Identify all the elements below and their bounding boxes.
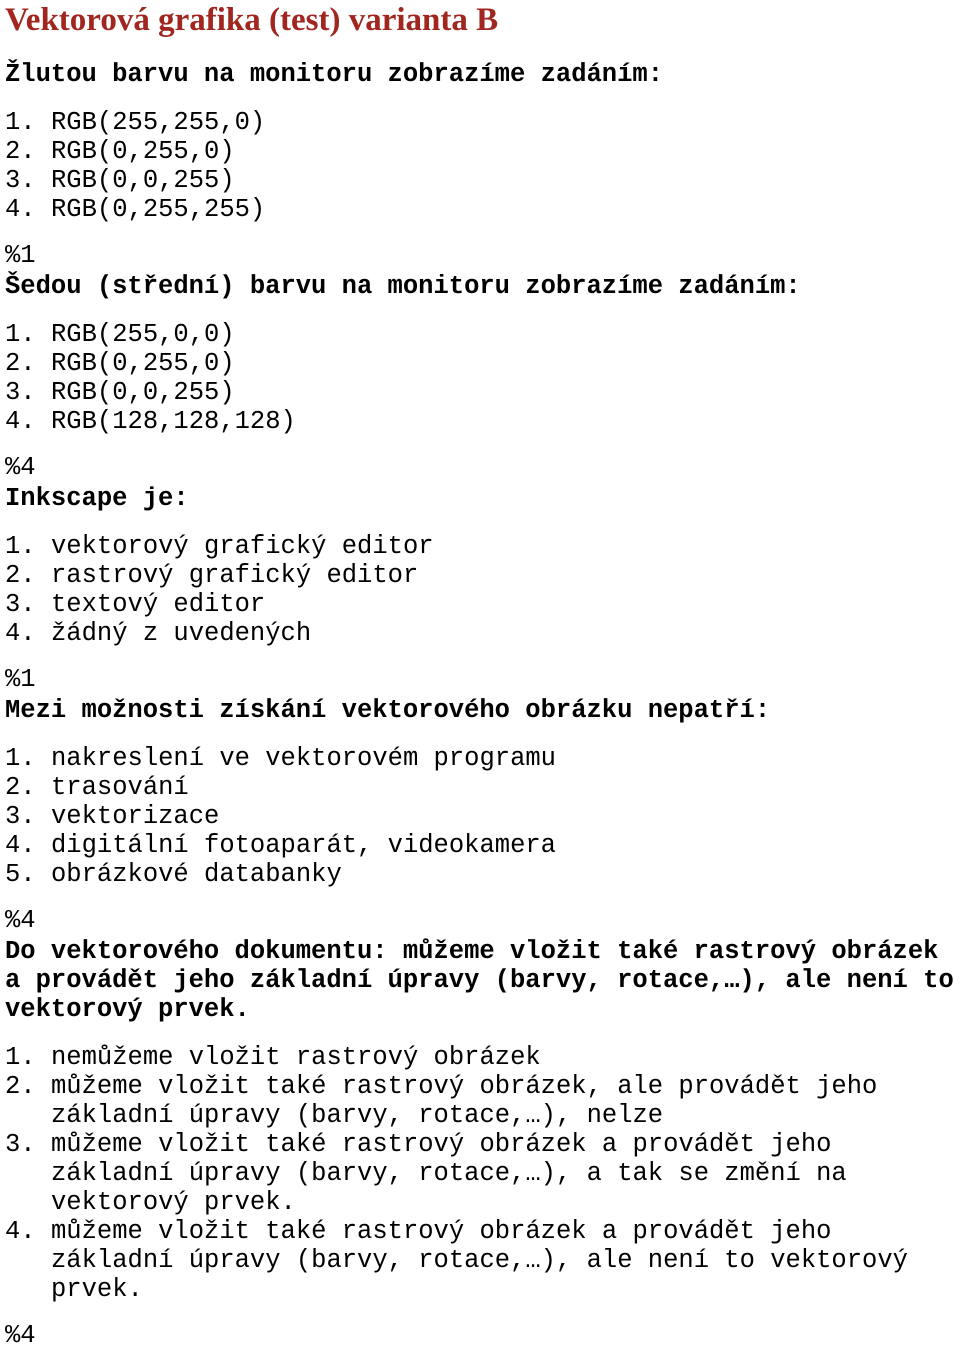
answer-item <box>5 831 955 860</box>
page-title: Vektorová grafika (test) varianta B <box>5 2 499 38</box>
answer-text: můžeme vložit také rastrový obrázek a provádět jeho základní úpravy (barvy, rotace,…), ale není to vektorový prvek. <box>51 1217 908 1304</box>
answer-list <box>5 320 955 436</box>
answer-number: 3. <box>5 802 36 831</box>
question-block <box>5 696 955 935</box>
answer-number: 1. <box>5 1043 36 1072</box>
answer-number: 4. <box>5 1217 36 1246</box>
question-block <box>5 272 955 482</box>
answer-list <box>5 532 955 648</box>
answer-list <box>5 744 955 889</box>
answer-text: RGB(255,0,0) <box>51 320 235 349</box>
answer-text: můžeme vložit také rastrový obrázek a provádět jeho základní úpravy (barvy, rotace,…), a tak se změní na vektorový prvek. <box>51 1130 847 1217</box>
answer-text: žádný z uvedených <box>51 619 312 648</box>
answer-item <box>5 1043 955 1072</box>
answer-text: nemůžeme vložit rastrový obrázek <box>51 1043 541 1072</box>
answer-text: RGB(128,128,128) <box>51 407 296 436</box>
document-page <box>5 0 955 1350</box>
question-text: Mezi možnosti získání vektorového obrázku nepatří: <box>5 696 771 725</box>
answer-item <box>5 349 955 378</box>
answer-number: 2. <box>5 137 36 166</box>
answer-item <box>5 1130 955 1217</box>
answer-text: vektorizace <box>51 802 220 831</box>
answer-item <box>5 195 955 224</box>
question-block <box>5 484 955 694</box>
answer-number: 3. <box>5 590 36 619</box>
answer-key: %4 <box>5 453 36 482</box>
answer-number: 3. <box>5 378 36 407</box>
question-text: Šedou (střední) barvu na monitoru zobrazíme zadáním: <box>5 272 801 301</box>
answer-text: můžeme vložit také rastrový obrázek, ale provádět jeho základní úpravy (barvy, rotace,…), nelze <box>51 1072 878 1130</box>
answer-text: RGB(0,0,255) <box>51 378 235 407</box>
answer-item <box>5 378 955 407</box>
answer-text: RGB(0,255,0) <box>51 137 235 166</box>
answer-item <box>5 108 955 137</box>
answer-key: %4 <box>5 906 36 935</box>
answer-text: textový editor <box>51 590 266 619</box>
answer-item <box>5 860 955 889</box>
answer-text: RGB(255,255,0) <box>51 108 266 137</box>
answer-item <box>5 619 955 648</box>
answer-item <box>5 532 955 561</box>
answer-item <box>5 561 955 590</box>
answer-number: 2. <box>5 773 36 802</box>
answer-item <box>5 802 955 831</box>
answer-text: RGB(0,0,255) <box>51 166 235 195</box>
answer-item <box>5 166 955 195</box>
answer-key: %4 <box>5 1321 36 1350</box>
answer-item <box>5 320 955 349</box>
answer-text: trasování <box>51 773 189 802</box>
question-block <box>5 937 955 1350</box>
answer-item <box>5 773 955 802</box>
answer-key: %1 <box>5 241 36 270</box>
answer-text: digitální fotoaparát, videokamera <box>51 831 556 860</box>
answer-number: 2. <box>5 349 36 378</box>
answer-item <box>5 1217 955 1304</box>
answer-item <box>5 590 955 619</box>
answer-text: RGB(0,255,0) <box>51 349 235 378</box>
answer-list <box>5 108 955 224</box>
answer-text: RGB(0,255,255) <box>51 195 266 224</box>
answer-number: 3. <box>5 166 36 195</box>
answer-number: 4. <box>5 407 36 436</box>
answer-number: 3. <box>5 1130 36 1159</box>
answer-item <box>5 407 955 436</box>
question-block <box>5 60 955 270</box>
answer-number: 1. <box>5 320 36 349</box>
answer-text: nakreslení ve vektorovém programu <box>51 744 556 773</box>
answer-key: %1 <box>5 665 36 694</box>
answer-list <box>5 1043 955 1304</box>
answer-number: 2. <box>5 1072 36 1101</box>
answer-text: vektorový grafický editor <box>51 532 434 561</box>
answer-number: 5. <box>5 860 36 889</box>
question-text: Žlutou barvu na monitoru zobrazíme zadáním: <box>5 60 664 89</box>
question-text: Do vektorového dokumentu: můžeme vložit také rastrový obrázek a provádět jeho základní úpravy (barvy, rotace,…), ale není to vektorový prvek. <box>5 937 954 1024</box>
question-text: Inkscape je: <box>5 484 189 513</box>
answer-number: 4. <box>5 195 36 224</box>
answer-number: 1. <box>5 108 36 137</box>
answer-number: 1. <box>5 744 36 773</box>
answer-number: 2. <box>5 561 36 590</box>
answer-item <box>5 1072 955 1130</box>
answer-item <box>5 137 955 166</box>
answer-text: rastrový grafický editor <box>51 561 419 590</box>
answer-number: 1. <box>5 532 36 561</box>
answer-text: obrázkové databanky <box>51 860 342 889</box>
answer-number: 4. <box>5 831 36 860</box>
answer-number: 4. <box>5 619 36 648</box>
answer-item <box>5 744 955 773</box>
